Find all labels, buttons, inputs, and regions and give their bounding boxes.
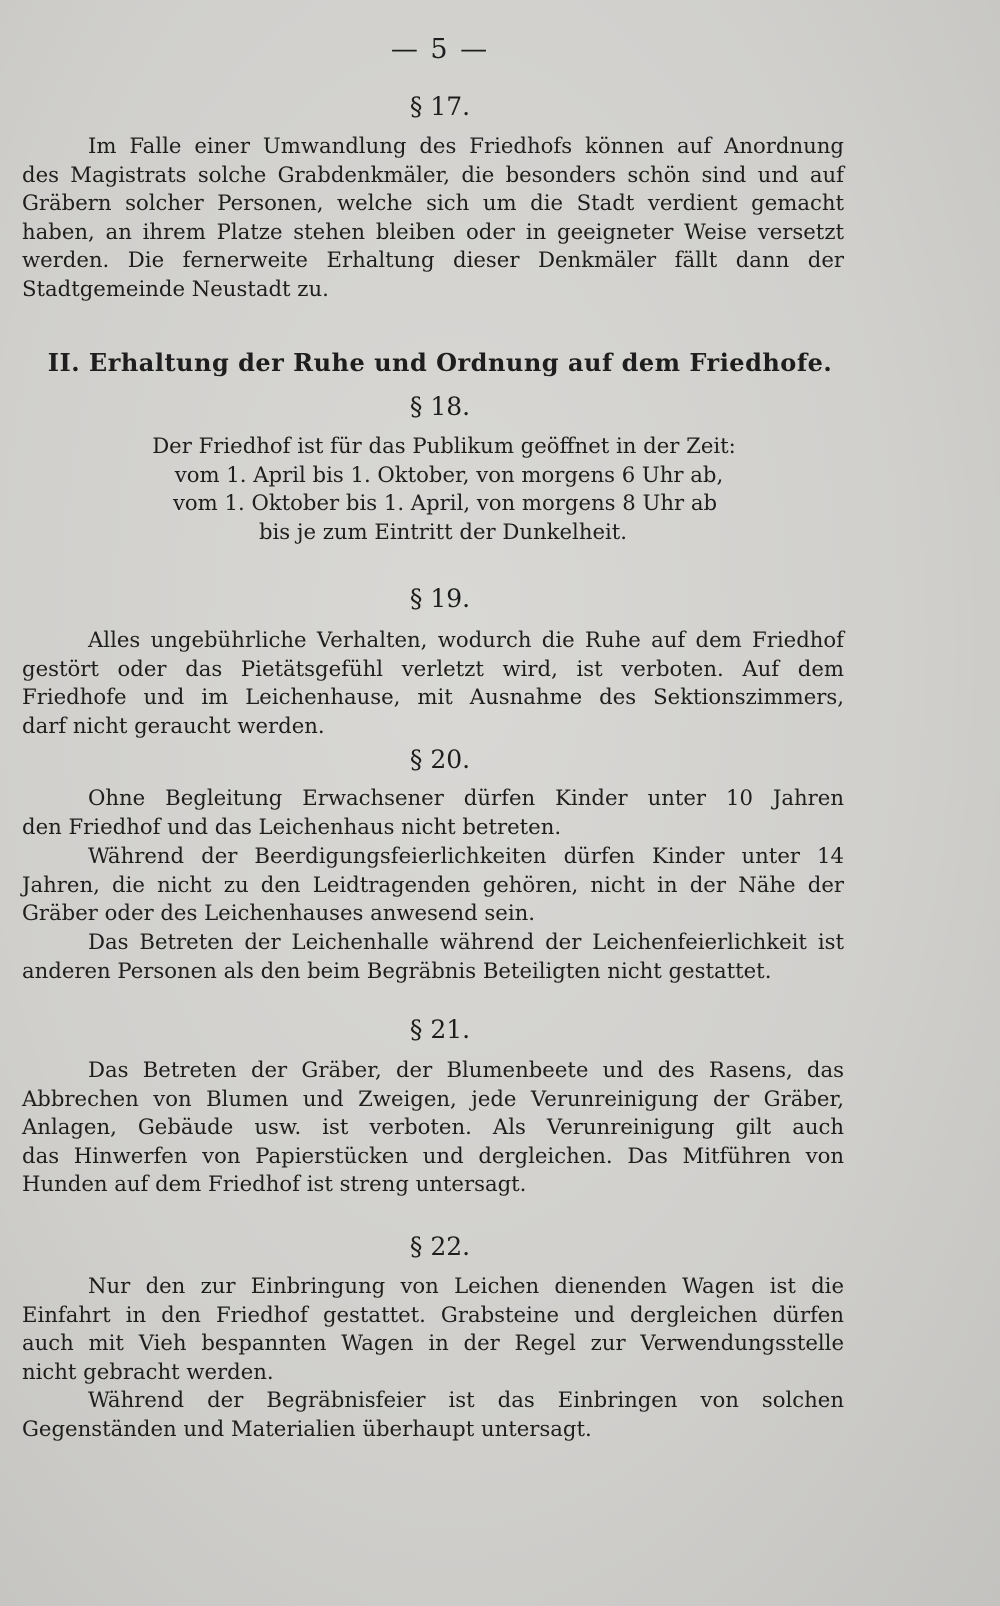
text-line: Gräber oder des Leichenhauses anwesend sein. <box>22 900 535 926</box>
text-line: das Hinwerfen von Papierstücken und dergleichen. Das Mitführen von <box>22 1142 844 1168</box>
text-line: Während der Beerdigungsfeierlichkeiten dürfen Kinder unter 14 <box>88 843 844 868</box>
text-line: Gegenständen und Materialien überhaupt untersagt. <box>22 1415 592 1441</box>
section-21-paragraph <box>22 1056 844 1199</box>
text-line: Der Friedhof ist für das Publikum geöffnet in der Zeit: <box>152 433 736 458</box>
text-line: auch mit Vieh bespannten Wagen in der Regel zur Verwendungsstelle <box>22 1330 844 1356</box>
text-line: Stadtgemeinde Neustadt zu. <box>22 275 329 301</box>
text-line: Nur den zur Einbringung von Leichen dienenden Wagen ist die <box>88 1273 844 1298</box>
text-line: Das Betreten der Gräber, der Blumenbeete und des Rasens, das <box>88 1057 844 1082</box>
text-line: haben, an ihrem Platze stehen bleiben oder in geeigneter Weise versetzt <box>22 218 844 244</box>
text-line: Alles ungebührliche Verhalten, wodurch die Ruhe auf dem Friedhof <box>88 627 844 652</box>
text-line: Hunden auf dem Friedhof ist streng untersagt. <box>22 1171 527 1197</box>
text-line: Abbrechen von Blumen und Zweigen, jede Verunreinigung der Gräber, <box>22 1085 844 1111</box>
text-line: vom 1. Oktober bis 1. April, von morgens 8 Uhr ab <box>172 490 718 516</box>
text-line: Friedhofe und im Leichenhause, mit Ausnahme des Sektionszimmers, <box>22 684 844 710</box>
text-line: Einfahrt in den Friedhof gestattet. Grabsteine und dergleichen dürfen <box>22 1301 844 1327</box>
text-line: des Magistrats solche Grabdenkmäler, die besonders schön sind und auf <box>22 161 844 187</box>
text-line: Während der Begräbnisfeier ist das Einbringen von solchen <box>88 1387 844 1412</box>
text-line: den Friedhof und das Leichenhaus nicht betreten. <box>22 813 562 839</box>
text-line: Anlagen, Gebäude usw. ist verboten. Als Verunreinigung gilt auch <box>22 1114 844 1140</box>
text-line: vom 1. April bis 1. Oktober, von morgens 6 Uhr ab, <box>174 461 724 487</box>
section-19-paragraph <box>22 626 844 740</box>
text-line: Das Betreten der Leichenhalle während der Leichenfeierlichkeit ist <box>88 929 844 954</box>
section-22-paragraph-2 <box>22 1386 844 1443</box>
text-line: gestört oder das Pietätsgefühl verletzt wird, ist verboten. Auf dem <box>22 655 844 681</box>
page-number: — 5 — <box>390 34 490 65</box>
section-17-paragraph <box>22 132 844 304</box>
text-line: Im Falle einer Umwandlung des Friedhofs können auf Anordnung <box>88 133 844 158</box>
text-line: Gräbern solcher Personen, welche sich um die Stadt verdient gemacht <box>22 190 844 216</box>
section-20-paragraph-3 <box>22 928 844 985</box>
text-line: nicht gebracht werden. <box>22 1358 274 1384</box>
section-18-paragraph <box>0 432 880 546</box>
text-line: bis je zum Eintritt der Dunkelheit. <box>258 518 628 544</box>
section-22-paragraph-1 <box>22 1272 844 1386</box>
section-20-paragraph-2 <box>22 842 844 928</box>
text-line: Jahren, die nicht zu den Leidtragenden gehören, nicht in der Nähe der <box>22 871 844 897</box>
text-line: darf nicht geraucht werden. <box>22 712 325 738</box>
text-line: Ohne Begleitung Erwachsener dürfen Kinder unter 10 Jahren <box>88 785 844 810</box>
section-18-title: § 18. <box>409 392 471 421</box>
section-17-title: § 17. <box>409 92 471 121</box>
text-line: anderen Personen als den beim Begräbnis Beteiligten nicht gestattet. <box>22 957 772 983</box>
section-20-paragraph-1 <box>22 784 844 841</box>
section-21-title: § 21. <box>409 1015 471 1044</box>
section-20-title: § 20. <box>409 745 471 774</box>
section-19-title: § 19. <box>409 584 471 613</box>
chapter-heading-ii: II. Erhaltung der Ruhe und Ordnung auf dem Friedhofe. <box>47 348 833 377</box>
text-line: werden. Die fernerweite Erhaltung dieser Denkmäler fällt dann der <box>22 247 844 273</box>
section-22-title: § 22. <box>409 1232 471 1261</box>
